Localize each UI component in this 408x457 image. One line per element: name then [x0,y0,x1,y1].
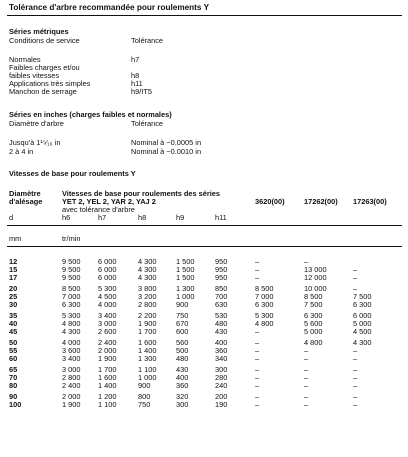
bore-diameter-cell: 20 [9,284,18,293]
speed-cell: 5 000 [304,327,323,336]
speed-cell: 4 000 [62,338,81,347]
speed-cell: 4 800 [304,338,323,347]
speed-cell: – [255,373,260,382]
speed-cell: 12 000 [304,273,327,282]
group-header-3: avec tolérance d'arbre [62,205,135,214]
metric-col-tolerance: Tolérance [131,36,164,45]
bore-diameter-cell: 60 [9,354,18,363]
bore-diameter-cell: 30 [9,300,18,309]
bore-diameter-cell: 45 [9,327,18,336]
inch-dia: Jusqu'à 1¹⁵⁄₁₆ in [9,138,61,147]
speed-cell: 300 [176,400,189,409]
speed-cell: 360 [176,381,189,390]
speed-cell: 600 [176,327,189,336]
bore-diameter-cell: 50 [9,338,18,347]
col-header-17263: 17263(00) [353,197,387,206]
bore-diameter-cell: 17 [9,273,18,282]
speed-cell: 1 600 [98,373,117,382]
sub-header-h6: h6 [62,213,71,222]
speed-cell: – [304,400,309,409]
speed-cell: 6 300 [353,300,372,309]
speed-cell: – [353,354,358,363]
speed-cell: 800 [138,392,151,401]
sub-header-h11: h11 [215,213,227,222]
speed-cell: 430 [176,365,189,374]
speed-cell: 4 300 [138,273,157,282]
col-header-3620: 3620(00) [255,197,285,206]
speed-cell: 200 [215,392,228,401]
speed-cell: 6 300 [255,300,274,309]
speed-cell: 1 000 [176,292,195,301]
bore-diameter-cell: 55 [9,346,18,355]
speed-cell: 240 [215,381,228,390]
speed-cell: 1 500 [176,273,195,282]
speed-cell: – [304,392,309,401]
speed-cell: – [353,381,358,390]
col-d-label-2: d'alésage [9,197,43,206]
speed-cell: – [255,265,260,274]
speed-cell: 2 000 [62,392,81,401]
speed-cell: 2 800 [62,373,81,382]
speed-cell: 850 [215,284,228,293]
speed-cell: – [255,327,260,336]
speed-cell: – [255,365,260,374]
speed-cell: – [255,346,260,355]
speed-cell: 6 000 [98,273,117,282]
speed-cell: 3 400 [62,354,81,363]
metric-cond: faibles vitesses [9,71,60,80]
title-rule [7,15,402,16]
speed-cell: 280 [215,373,228,382]
speed-cell: – [304,381,309,390]
speed-cell: 7 000 [255,292,274,301]
bore-diameter-cell: 90 [9,392,18,401]
metric-cond: Normales [9,55,41,64]
speed-cell: 1 500 [176,265,195,274]
speed-cell: 3 800 [138,284,157,293]
speed-cell: 300 [215,365,228,374]
speed-cell: – [255,354,260,363]
inch-heading: Séries en inches (charges faibles et normales) [9,110,172,119]
inch-tol: Nominal à −0.0005 in [131,138,202,147]
group-header-1: Vitesses de base pour roulements des séries [62,189,221,198]
speed-cell: 13 000 [304,265,327,274]
unit-speed: tr/min [62,234,81,243]
speed-cell: 1 400 [138,346,157,355]
metric-cond: Faibles charges et/ou [9,63,80,72]
speed-cell: 3 000 [62,365,81,374]
speed-cell: 320 [176,392,189,401]
speed-cell: 3 200 [138,292,157,301]
speed-cell: 1 600 [138,338,157,347]
speed-cell: 900 [138,381,151,390]
speed-cell: 2 400 [98,338,117,347]
speed-cell: 7 000 [62,292,81,301]
metric-tol: h7 [131,55,140,64]
speed-cell: 1 900 [98,354,117,363]
speed-cell: 430 [215,327,228,336]
speed-cell: 3 400 [98,311,117,320]
speed-cell: 1 200 [98,392,117,401]
unit-rule [7,246,402,247]
speed-cell: 630 [215,300,228,309]
inch-col-tolerance: Tolérance [131,119,164,128]
speed-cell: 4 000 [98,300,117,309]
bore-diameter-cell: 100 [9,400,22,409]
speed-cell: 2 400 [62,381,81,390]
speed-cell: 2 600 [98,327,117,336]
speeds-heading: Vitesses de base pour roulements Y [9,169,136,178]
header-rule [7,225,402,226]
speed-cell: 1 300 [176,284,195,293]
speed-cell: 6 000 [98,265,117,274]
col-header-17262: 17262(00) [304,197,338,206]
speed-cell: 670 [176,319,189,328]
speed-cell: – [353,365,358,374]
speed-cell: 9 500 [62,257,81,266]
speed-cell: – [255,273,260,282]
speed-cell: 950 [215,265,228,274]
speed-cell: 5 000 [353,319,372,328]
speed-cell: 530 [215,311,228,320]
metric-tol: h11 [131,79,143,88]
speed-cell: 9 500 [62,265,81,274]
speed-cell: 1 500 [176,257,195,266]
metric-tol: h9/IT5 [131,87,152,96]
inch-dia: 2 à 4 in [9,147,34,156]
speed-cell: 4 300 [138,257,157,266]
speed-cell: – [255,400,260,409]
speed-cell: 9 500 [62,273,81,282]
speed-cell: 750 [138,400,151,409]
metric-heading: Séries métriques [9,27,69,36]
speed-cell: 4 800 [62,319,81,328]
speed-cell: 8 500 [304,292,323,301]
speed-cell: 480 [215,319,228,328]
speed-cell: 4 500 [98,292,117,301]
speed-cell: 8 500 [62,284,81,293]
speed-cell: 1 100 [138,365,157,374]
speed-cell: 700 [215,292,228,301]
speed-cell: 5 300 [62,311,81,320]
speed-cell: 4 300 [138,265,157,274]
speed-cell: – [304,354,309,363]
group-header-2: YET 2, YEL 2, YAR 2, YAJ 2 [62,197,156,206]
speed-cell: 5 300 [98,284,117,293]
speed-cell: 900 [176,300,189,309]
sub-header-h9: h9 [176,213,185,222]
bore-diameter-cell: 80 [9,381,18,390]
speed-cell: 2 000 [98,346,117,355]
speed-cell: 1 700 [138,327,157,336]
sub-header-d: d [9,213,14,222]
speed-cell: 1 900 [62,400,81,409]
speed-cell: – [353,346,358,355]
speed-cell: – [304,373,309,382]
speed-cell: 7 500 [353,292,372,301]
speed-cell: 8 500 [255,284,274,293]
inch-tol: Nominal à −0.0010 in [131,147,202,156]
speed-cell: – [353,373,358,382]
speed-cell: 950 [215,273,228,282]
speed-cell: 1 100 [98,400,117,409]
sub-header-h7: h7 [98,213,107,222]
speed-cell: 340 [215,354,228,363]
speed-cell: 5 300 [255,311,274,320]
speed-cell: 4 500 [353,327,372,336]
speed-cell: – [353,392,358,401]
col-d-label-1: Diamètre [9,189,41,198]
speed-cell: 1 900 [138,319,157,328]
speed-cell: 6 000 [98,257,117,266]
speed-cell: 2 200 [138,311,157,320]
speed-cell: 950 [215,257,228,266]
speed-cell: 480 [176,354,189,363]
speed-cell: 560 [176,338,189,347]
speed-cell: – [255,392,260,401]
speed-cell: 500 [176,346,189,355]
speed-cell: – [353,400,358,409]
speed-cell: 6 300 [304,311,323,320]
speed-cell: – [353,265,358,274]
speed-cell: – [304,365,309,374]
speed-cell: – [255,257,260,266]
bore-diameter-cell: 35 [9,311,18,320]
sub-header-h8: h8 [138,213,147,222]
bore-diameter-cell: 12 [9,257,18,266]
speed-cell: 190 [215,400,228,409]
speed-cell: 6 300 [62,300,81,309]
unit-mm: mm [9,234,22,243]
speed-cell: 4 300 [353,338,372,347]
speed-cell: – [255,338,260,347]
inch-col-diameter: Diamètre d'arbre [9,119,64,128]
speed-cell: 4 300 [62,327,81,336]
bore-diameter-cell: 40 [9,319,18,328]
speed-cell: 1 300 [138,354,157,363]
speed-cell: 5 600 [304,319,323,328]
speed-cell: 400 [215,338,228,347]
speed-cell: – [353,284,358,293]
speed-cell: 6 000 [353,311,372,320]
bore-diameter-cell: 15 [9,265,18,274]
speed-cell: – [304,346,309,355]
speed-cell: – [353,273,358,282]
bore-diameter-cell: 25 [9,292,18,301]
speed-cell: 1 400 [98,381,117,390]
speed-cell: – [255,381,260,390]
speed-cell: 3 600 [62,346,81,355]
speed-cell: 3 000 [98,319,117,328]
speed-cell: 2 800 [138,300,157,309]
speed-cell: 750 [176,311,189,320]
speed-cell: 7 500 [304,300,323,309]
speed-cell: 1 700 [98,365,117,374]
speed-cell: 400 [176,373,189,382]
speed-cell: 1 000 [138,373,157,382]
speed-cell: – [304,257,309,266]
metric-tol: h8 [131,71,140,80]
metric-cond: Applications très simples [9,79,91,88]
metric-cond: Manchon de serrage [9,87,77,96]
metric-col-conditions: Conditions de service [9,36,80,45]
speed-cell: 4 800 [255,319,274,328]
speed-cell: 360 [215,346,228,355]
bore-diameter-cell: 65 [9,365,18,374]
bore-diameter-cell: 70 [9,373,18,382]
page-title: Tolérance d'arbre recommandée pour roulements Y [9,3,210,12]
speed-cell: 10 000 [304,284,327,293]
